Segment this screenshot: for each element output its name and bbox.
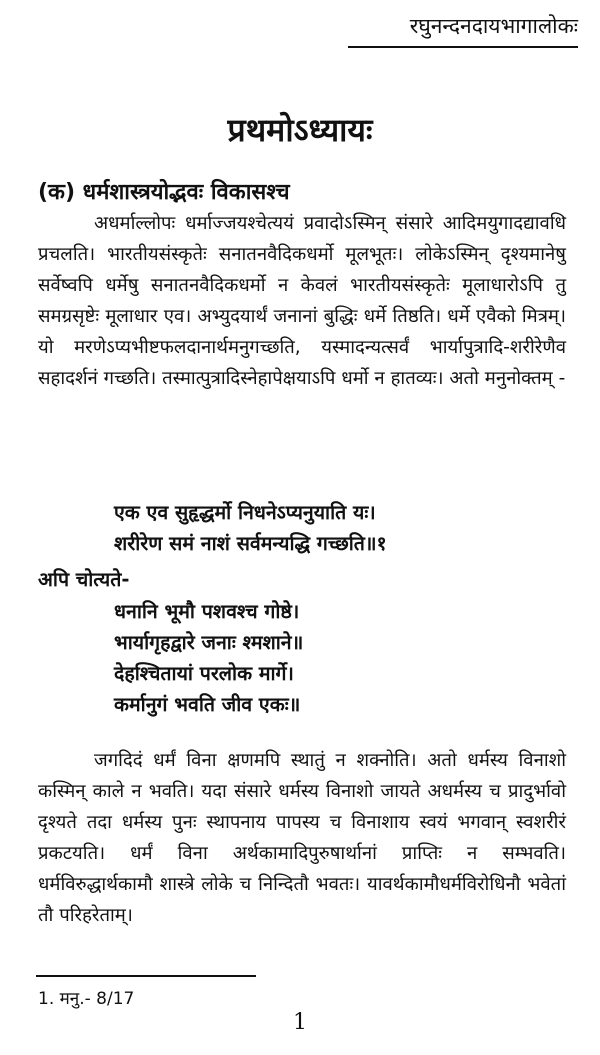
chapter-title: प्रथमोऽध्यायः [227,111,373,149]
verse-1 [114,497,387,559]
verse-2-line-4: कर्मानुगं भवति जीव एकः॥ [114,693,301,716]
verse-1-line-1: एक एव सुहृद्धर्मो निधनेऽप्यनुयाति यः। [114,501,376,524]
verse-intro: अपि चोत्यते- [38,568,130,591]
paragraph-1: अधर्माल्लोपः धर्माज्जयश्चेत्ययं प्रवादोऽस्मिन् संसारे आदिमयुगादद्यावधि प्रचलति। भारतीयसंस्कृतेः सनातनवैदिकधर्मो मूलभूतः। लोकेऽस्मिन् दृश्यमानेषु सर्वेष्वपि धर्मेषु सनातनवैदिकधर्मो न केवलं भारतीयसंस्कृतेः मूलाधारोऽपि तु समग्रसृष्टेः मूलाधार एव। अभ्युदयार्थं जनानां बुद्धिः धर्मे तिष्ठति। धर्मे एवैको मित्रम्। यो मरणेऽप्यभीष्टफलदानार्थमनुगच्छति, यस्मादन्यत्सर्वं भार्यापुत्रादि-शरीरेणैव सहादर्शनं गच्छति। तस्मात्पुत्रादिस्नेहापेक्षयाऽपि धर्मो न हातव्यः। अतो मनुनोक्तम् - [38,213,566,389]
paragraph-2: जगदिदं धर्मं विना क्षणमपि स्थातुं न शक्नोति। अतो धर्मस्य विनाशो कस्मिन् काले न भवति। यदा संसारे धर्मस्य विनाशो जायते अधर्मस्य च प्रादुर्भावो दृश्यते तदा धर्मस्य पुनः स्थापनाय पापस्य च विनाशाय स्वयं भगवान् स्वशरीरं प्रकटयति। धर्मं विना अर्थकामादिपुरुषार्थानां प्राप्तिः न सम्भवति। धर्मविरुद्धार्थकामौ शास्त्रे लोके च निन्दितौ भवतः। यावर्थकामौधर्मविरोधिनौ भवेतां तौ परिहरेताम्। [38,750,566,926]
page-number: 1 [293,1010,307,1035]
footnote-rule [36,975,256,977]
verse-2-line-1: धनानि भूमौ पशवश्च गोष्ठे। [114,600,300,623]
verse-2 [114,596,303,720]
verse-2-line-3: देहश्चितायां परलोक मार्गे। [114,662,294,685]
running-head: रघुनन्दनदायभागालोकः [409,14,578,38]
header-rule [348,46,578,48]
section-heading: (क) धर्मशास्त्रयोद्भवः विकासश्च [38,180,290,205]
verse-2-line-2: भार्यागृहद्वारे जनाः श्मशाने॥ [114,631,304,654]
verse-1-line-2: शरीरेण समं नाशं सर्वमन्यद्धि गच्छति॥१ [114,532,387,555]
footnote: 1. मनु.- 8/17 [38,989,135,1009]
